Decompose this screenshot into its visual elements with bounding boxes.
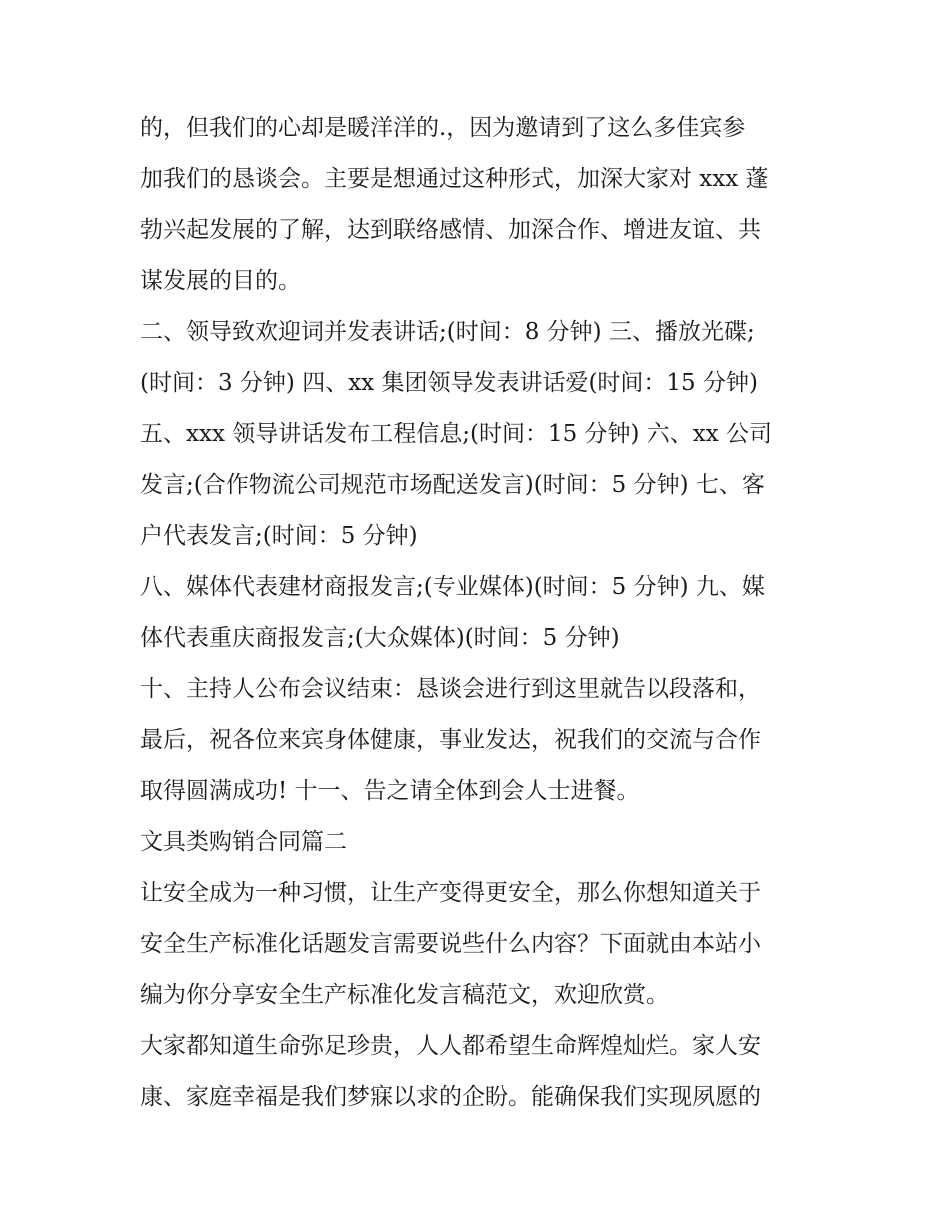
text-line: 取得圆满成功! 十一、告之请全体到会人士进餐。 [140, 778, 640, 804]
text-line: 发言;(合作物流公司规范市场配送发言)(时间：5 分钟) 七、客 [140, 472, 765, 498]
text-line: 编为你分享安全生产标准化发言稿范文，欢迎欣赏。 [140, 982, 669, 1008]
text-line: 二、领导致欢迎词并发表讲话;(时间：8 分钟) 三、播放光碟; [140, 319, 755, 345]
text-line: 八、媒体代表建材商报发言;(专业媒体)(时间：5 分钟) 九、媒 [140, 574, 765, 600]
text-line: 让安全成为一种习惯，让生产变得更安全，那么你想知道关于 [140, 880, 761, 906]
text-line: 户代表发言;(时间：5 分钟) [140, 523, 418, 549]
text-line: (时间：3 分钟) 四、xx 集团领导发表讲话爱(时间：15 分钟) [140, 370, 758, 396]
text-line: 加我们的恳谈会。主要是想通过这种形式，加深大家对 xxx 蓬 [140, 166, 769, 192]
document-body [140, 103, 820, 1123]
text-line: 康、家庭幸福是我们梦寐以求的企盼。能确保我们实现夙愿的 [140, 1084, 761, 1110]
text-line: 的，但我们的心却是暖洋洋的.，因为邀请到了这么多佳宾参 [140, 115, 746, 141]
text-line: 最后，祝各位来宾身体健康，事业发达，祝我们的交流与合作 [140, 727, 761, 753]
text-line: 五、xxx 领导讲话发布工程信息;(时间：15 分钟) 六、xx 公司 [140, 421, 773, 447]
text-line: 勃兴起发展的了解，达到联络感情、加深合作、增进友谊、共 [140, 217, 761, 243]
text-line: 谋发展的目的。 [140, 268, 301, 294]
text-line: 十、主持人公布会议结束：恳谈会进行到这里就告以段落和， [140, 676, 761, 702]
text-line: 安全生产标准化话题发言需要说些什么内容？下面就由本站小 [140, 931, 761, 957]
section-heading: 文具类购销合同篇二 [140, 829, 347, 855]
text-line: 体代表重庆商报发言;(大众媒体)(时间：5 分钟) [140, 625, 620, 651]
text-line: 大家都知道生命弥足珍贵，人人都希望生命辉煌灿烂。家人安 [140, 1033, 761, 1059]
